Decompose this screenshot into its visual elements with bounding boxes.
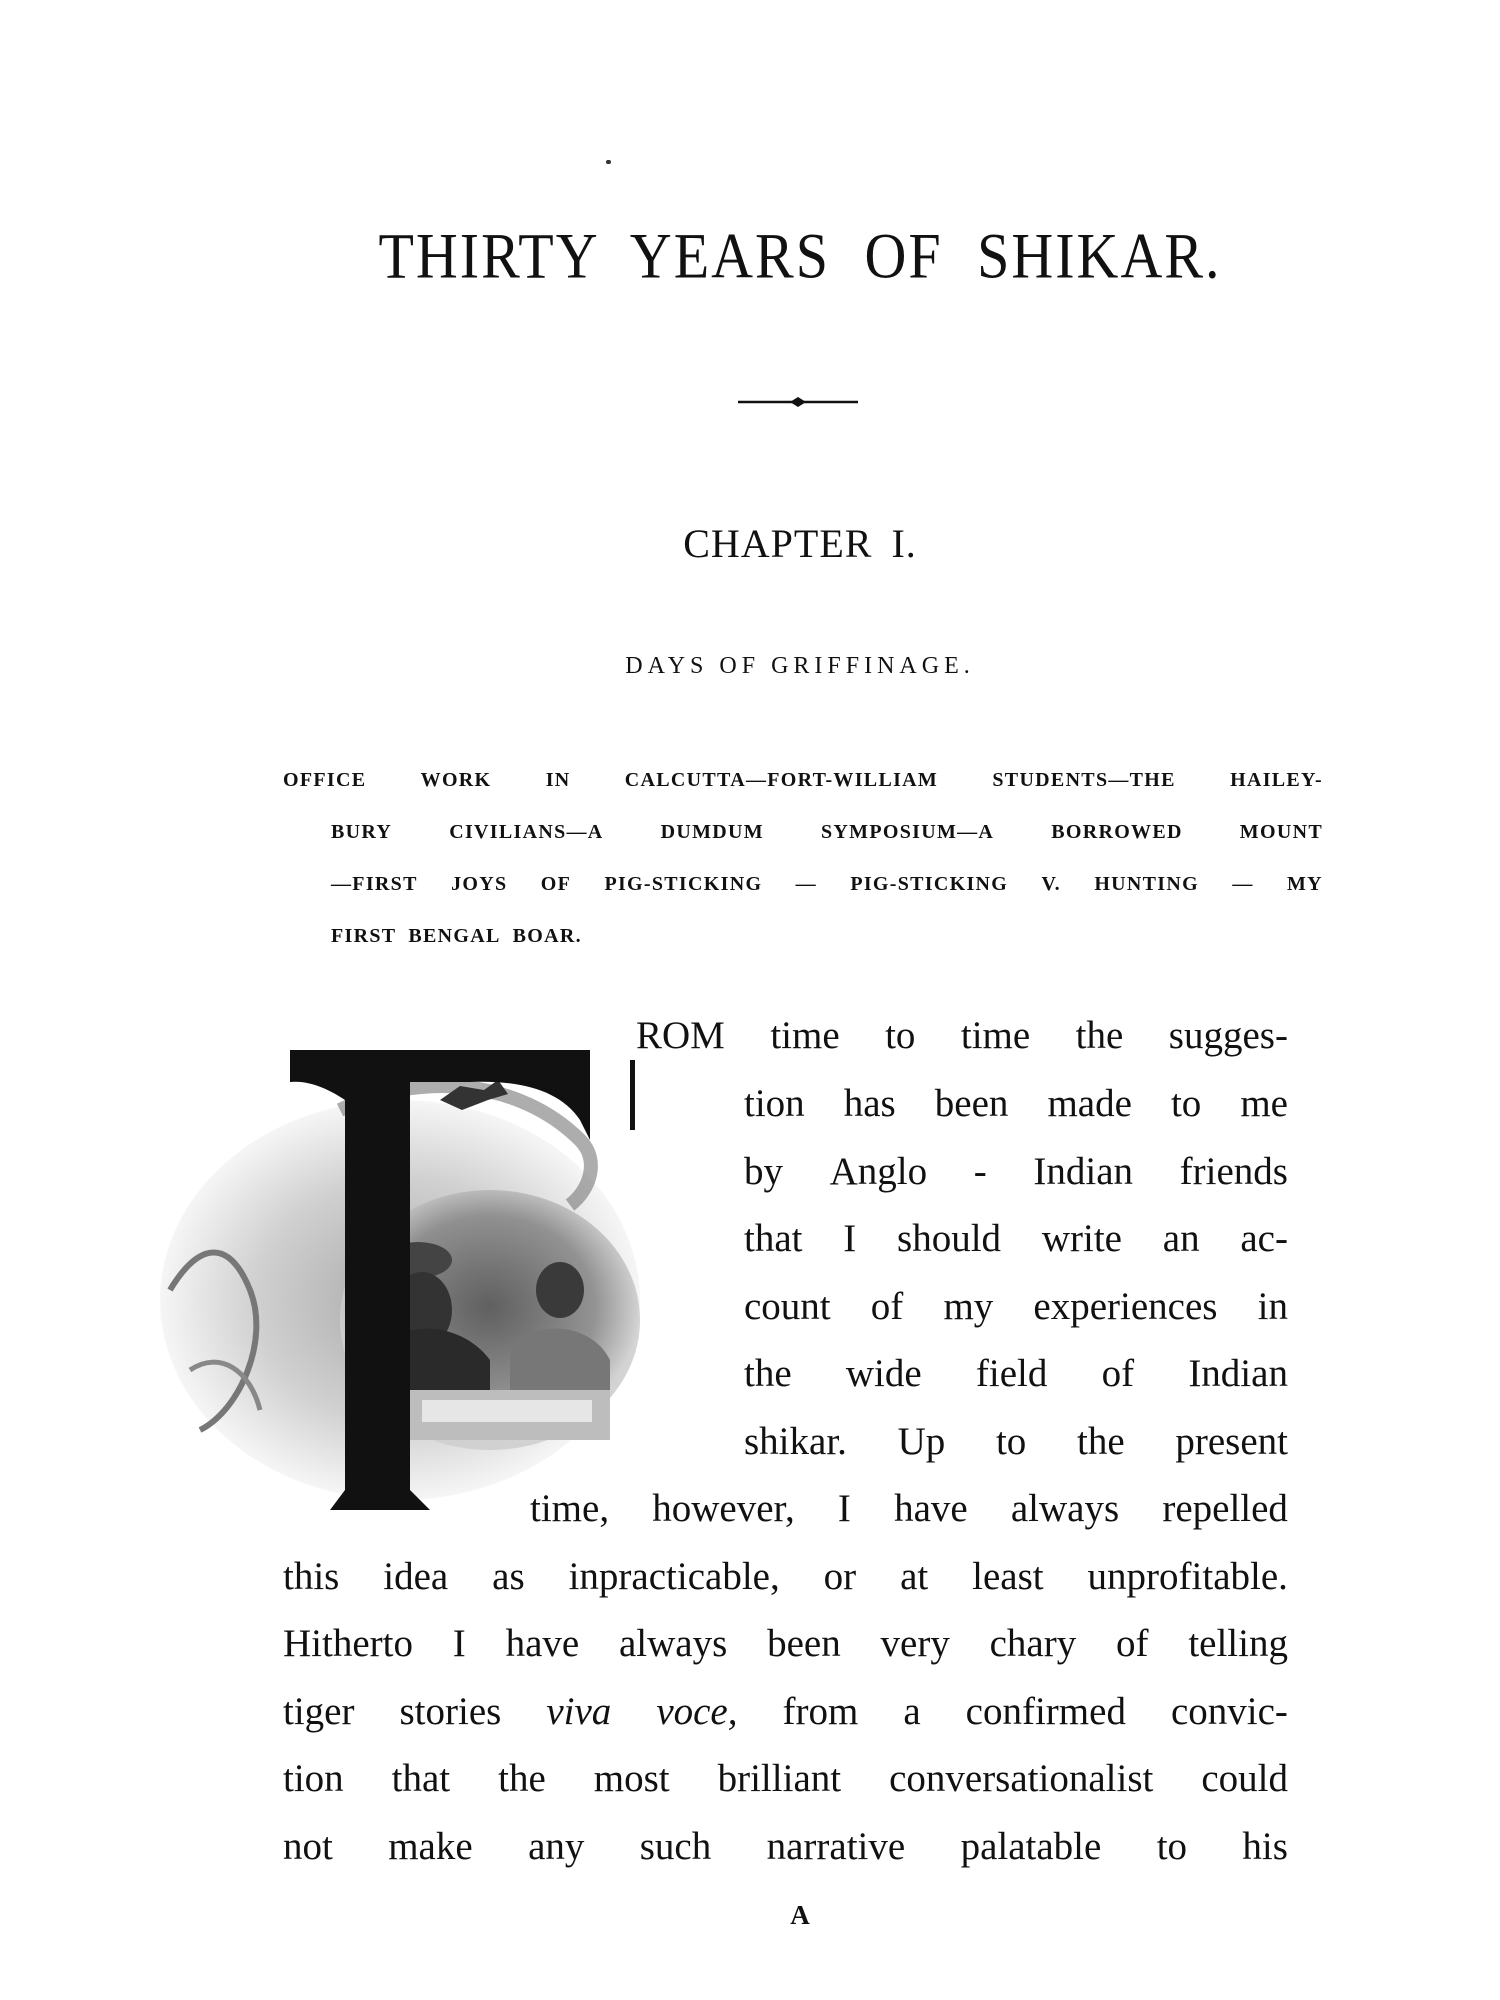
word: tion (744, 1082, 805, 1125)
word: at (900, 1555, 929, 1598)
word: Anglo (829, 1150, 928, 1193)
word: not (283, 1825, 333, 1868)
word: —FIRST (331, 873, 418, 895)
word: conversationalist (889, 1757, 1154, 1800)
word: very (880, 1622, 950, 1665)
word: should (897, 1217, 1002, 1260)
body-line (744, 1287, 1288, 1337)
word: wide (845, 1352, 922, 1395)
word: — (1232, 873, 1254, 895)
word: to (1170, 1082, 1202, 1125)
word: of (1101, 1352, 1135, 1395)
word: of (870, 1285, 904, 1328)
word: count (744, 1285, 831, 1328)
word: FIRST (331, 925, 397, 947)
word: Hitherto (283, 1622, 413, 1665)
word: most (593, 1757, 670, 1800)
word: CALCUTTA—FORT-WILLIAM (624, 769, 939, 791)
word: has (843, 1082, 896, 1125)
synopsis-line (331, 926, 582, 956)
word: SYMPOSIUM—A (820, 821, 995, 843)
body-line (744, 1152, 1288, 1202)
illustrated-drop-cap (160, 990, 740, 1550)
word: inpracticable, (568, 1555, 780, 1598)
body-line (744, 1422, 1288, 1472)
word: a (903, 1690, 921, 1733)
word: the (498, 1757, 546, 1800)
synopsis-line (331, 874, 1323, 904)
word: this (283, 1555, 340, 1598)
word: convic- (1170, 1690, 1288, 1733)
word: BENGAL (408, 925, 501, 947)
word: an (1162, 1217, 1200, 1260)
word: ROM (636, 1014, 725, 1057)
body-line (744, 1084, 1288, 1134)
word: OF (540, 873, 572, 895)
word: been (767, 1622, 841, 1665)
body-line (744, 1219, 1288, 1269)
word: from (782, 1690, 859, 1733)
word: V. (1041, 873, 1061, 895)
word: however, (652, 1487, 795, 1530)
title-rule-ornament (738, 396, 858, 408)
word: have (894, 1487, 968, 1530)
word: HAILEY- (1230, 769, 1323, 791)
word: or (823, 1555, 857, 1598)
word: BORROWED (1051, 821, 1183, 843)
word: to (995, 1420, 1027, 1463)
body-line (744, 1354, 1288, 1404)
word: JOYS (451, 873, 508, 895)
word: idea (383, 1555, 449, 1598)
word: brilliant (717, 1757, 842, 1800)
word: HUNTING (1094, 873, 1199, 895)
word: to (1156, 1825, 1188, 1868)
word: BOAR. (512, 925, 582, 947)
word: least (972, 1555, 1044, 1598)
word: in (1257, 1285, 1288, 1328)
ink-speck (606, 160, 611, 164)
word: as (492, 1555, 525, 1598)
synopsis-line (331, 822, 1323, 852)
word: Up (897, 1420, 946, 1463)
body-line (283, 1624, 1288, 1674)
word: the (744, 1352, 792, 1395)
body-line (283, 1827, 1288, 1877)
word: narrative (766, 1825, 906, 1868)
word: repelled (1162, 1487, 1288, 1530)
word: PIG-STICKING (850, 873, 1009, 895)
word: time, (530, 1487, 610, 1530)
word: I (837, 1487, 851, 1530)
word: always (1010, 1487, 1120, 1530)
word: tiger (283, 1690, 355, 1733)
word: experiences (1033, 1285, 1218, 1328)
word: CIVILIANS—A (449, 821, 604, 843)
word: that (391, 1757, 451, 1800)
word: Indian (1188, 1352, 1288, 1395)
word: friends (1179, 1150, 1288, 1193)
word: BURY (331, 821, 393, 843)
word: such (639, 1825, 712, 1868)
word: the (1075, 1014, 1124, 1057)
word: STUDENTS—THE (992, 769, 1176, 791)
word: that (744, 1217, 803, 1260)
word: Indian (1033, 1150, 1134, 1193)
word: any (528, 1825, 585, 1868)
word: DUMDUM (660, 821, 764, 843)
word: ac- (1240, 1217, 1288, 1260)
word: voce, (656, 1690, 738, 1733)
word: time (770, 1014, 840, 1057)
word: — (795, 873, 817, 895)
word: telling (1188, 1622, 1288, 1665)
word: shikar. (744, 1420, 847, 1463)
body-line (283, 1759, 1288, 1809)
body-line (636, 1016, 1288, 1066)
synopsis-line (283, 770, 1323, 800)
word: my (943, 1285, 994, 1328)
word: I (843, 1217, 857, 1260)
word: present (1175, 1420, 1288, 1463)
word: have (505, 1622, 580, 1665)
word: by (744, 1150, 783, 1193)
word: been (934, 1082, 1009, 1125)
word: confirmed (965, 1690, 1126, 1733)
signature-mark: A (790, 1900, 810, 1930)
word: - (973, 1150, 987, 1193)
word: time (960, 1014, 1031, 1057)
word: viva (546, 1690, 612, 1733)
word: of (1116, 1622, 1149, 1665)
word: chary (989, 1622, 1077, 1665)
word: made (1047, 1082, 1132, 1125)
word: always (618, 1622, 728, 1665)
word: IN (545, 769, 571, 791)
word: WORK (420, 769, 492, 791)
word: his (1242, 1825, 1288, 1868)
word: tion (283, 1757, 344, 1800)
word: could (1201, 1757, 1288, 1800)
word: me (1240, 1082, 1288, 1125)
word: MOUNT (1239, 821, 1323, 843)
word: unprofitable. (1087, 1555, 1288, 1598)
body-line (530, 1489, 1288, 1539)
word: I (452, 1622, 466, 1665)
word: OFFICE (283, 769, 367, 791)
word: MY (1287, 873, 1323, 895)
word: to (885, 1014, 916, 1057)
word: sugges- (1168, 1014, 1288, 1057)
chapter-subtitle: DAYS OF GRIFFINAGE. (625, 653, 975, 679)
book-title: THIRTY YEARS OF SHIKAR. (378, 219, 1222, 292)
word: make (388, 1825, 473, 1868)
word: write (1041, 1217, 1122, 1260)
word: stories (399, 1690, 502, 1733)
word: field (975, 1352, 1048, 1395)
word: palatable (960, 1825, 1102, 1868)
word: the (1077, 1420, 1125, 1463)
chapter-heading: CHAPTER I. (683, 521, 917, 566)
body-line (283, 1692, 1288, 1742)
body-line (283, 1557, 1288, 1607)
word: PIG-STICKING (604, 873, 763, 895)
